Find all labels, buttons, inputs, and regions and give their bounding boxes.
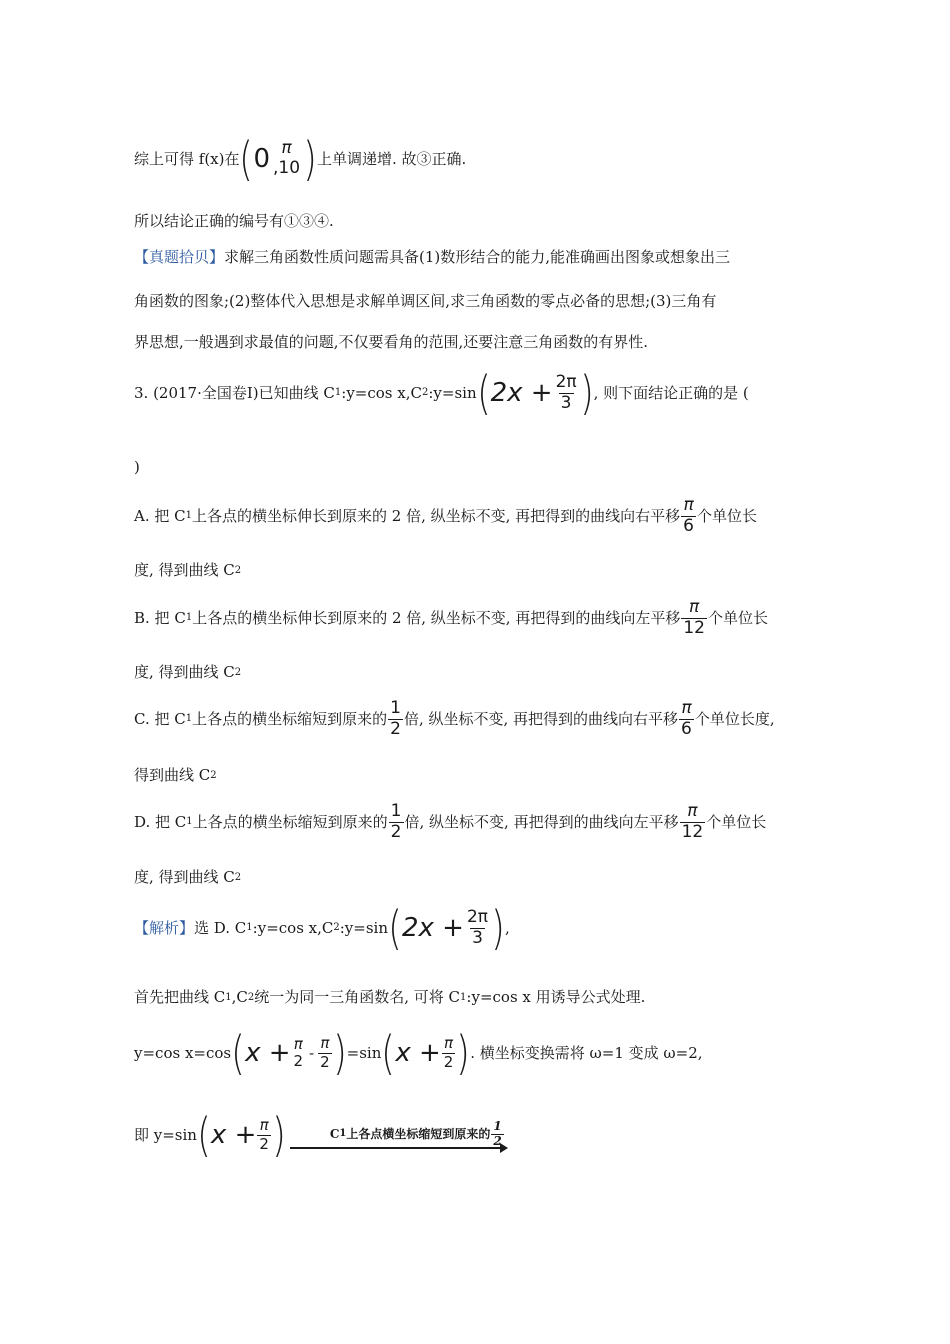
option-d-cont bbox=[134, 870, 241, 885]
text: y=cos x=cos bbox=[134, 1043, 232, 1062]
text: 度, 得到曲线 C bbox=[134, 561, 235, 579]
text: :y=sin bbox=[428, 383, 477, 402]
fraction bbox=[257, 1117, 271, 1153]
arrow-line bbox=[290, 1147, 506, 1149]
text: 个单位长 bbox=[696, 506, 757, 525]
text: 综上可得 f(x)在 bbox=[134, 149, 240, 168]
text: 个单位长度, bbox=[694, 709, 775, 728]
subscript: 2 bbox=[210, 769, 217, 781]
denominator: 2 bbox=[493, 1133, 502, 1148]
text: 上各点横坐标缩短到原来的 bbox=[346, 1127, 491, 1141]
left-paren: ( bbox=[231, 1026, 245, 1080]
denominator: 6 bbox=[683, 515, 694, 536]
denominator: 3 bbox=[472, 927, 483, 948]
question-3-stem-end bbox=[134, 460, 140, 475]
text: 个单位长 bbox=[707, 608, 768, 627]
expression: x + bbox=[395, 1038, 441, 1068]
text: 倍, 纵坐标不变, 再把得到的曲线向右平移 bbox=[403, 709, 679, 728]
numerator: 1 bbox=[493, 1118, 502, 1133]
numerator: π bbox=[687, 801, 698, 821]
tip-line-2 bbox=[134, 294, 716, 309]
text: 求解三角函数性质问题需具备(1)数形结合的能力,能准确画出图象或想象出三 bbox=[224, 248, 731, 266]
subscript: 1 bbox=[225, 991, 232, 1003]
subscript: 2 bbox=[234, 666, 242, 678]
text: 度, 得到曲线 C bbox=[134, 868, 235, 886]
solution-line-3 bbox=[134, 1026, 703, 1080]
subscript: 1 bbox=[246, 922, 253, 933]
text: , bbox=[504, 918, 510, 937]
fraction bbox=[465, 908, 490, 948]
option-c bbox=[134, 699, 775, 739]
numerator: π bbox=[681, 698, 692, 718]
text: 角函数的图象;(2)整体代入思想是求解单调区间,求三角函数的零点必备的思想;(3)三角有 bbox=[134, 292, 717, 310]
numerator: π bbox=[683, 495, 694, 515]
numerator: 2π bbox=[555, 371, 577, 392]
fraction bbox=[554, 373, 579, 413]
solution-tag: 【解析】 bbox=[134, 918, 195, 937]
text: :y=cos x 用诱导公式处理. bbox=[466, 988, 646, 1006]
minus-sign: - bbox=[309, 1043, 315, 1062]
fraction bbox=[681, 598, 707, 638]
numerator: π bbox=[444, 1034, 454, 1053]
text: 度, 得到曲线 C bbox=[134, 663, 235, 681]
numerator: π bbox=[320, 1034, 330, 1053]
text: :y=cos x,C bbox=[341, 383, 422, 402]
answer-line bbox=[134, 214, 334, 229]
denominator: 12 bbox=[681, 821, 704, 842]
fraction bbox=[292, 1036, 306, 1071]
text: 所以结论正确的编号有①③④. bbox=[134, 212, 334, 230]
left-paren: ( bbox=[197, 1108, 211, 1162]
text: 即 y=sin bbox=[134, 1125, 197, 1144]
numerator: 1 bbox=[390, 801, 402, 821]
transform-arrow bbox=[290, 1118, 506, 1149]
numerator: π bbox=[689, 597, 700, 617]
subscript: 2 bbox=[247, 991, 255, 1003]
conclusion-line bbox=[134, 132, 467, 186]
denominator: 2 bbox=[443, 1052, 454, 1071]
question-3-stem bbox=[134, 366, 749, 420]
option-d bbox=[134, 802, 766, 842]
numerator: π bbox=[293, 1034, 303, 1053]
right-paren: ) bbox=[272, 1108, 286, 1162]
text: =sin bbox=[346, 1043, 382, 1062]
option-a bbox=[134, 496, 757, 536]
denominator: 2 bbox=[259, 1134, 269, 1153]
left-paren: ( bbox=[388, 901, 402, 955]
subscript: 1 bbox=[334, 387, 342, 398]
denominator: 2 bbox=[293, 1052, 304, 1070]
text: . 横坐标变换需将 ω=1 变成 ω=2, bbox=[470, 1043, 703, 1062]
text: 上各点的横坐标缩短到原来的 bbox=[192, 812, 388, 831]
right-paren: ) bbox=[332, 1026, 347, 1080]
fraction bbox=[318, 1035, 332, 1071]
denominator: 3 bbox=[560, 392, 572, 413]
subscript: 2 bbox=[421, 387, 429, 398]
denominator: 2 bbox=[390, 821, 402, 842]
text: 倍, 纵坐标不变, 再把得到的曲线向左平移 bbox=[404, 812, 679, 831]
denominator: 12 bbox=[683, 617, 705, 638]
right-paren: ) bbox=[303, 132, 317, 186]
text: ,C bbox=[231, 988, 248, 1006]
subscript: 1 bbox=[185, 510, 192, 522]
tip-line-1 bbox=[134, 250, 730, 265]
denominator: ,10 bbox=[272, 158, 301, 178]
numerator: π bbox=[281, 138, 292, 159]
expression: 2x + bbox=[490, 378, 553, 408]
fraction bbox=[442, 1035, 456, 1071]
text: ) bbox=[134, 458, 140, 476]
text: 上单调递增. 故③正确. bbox=[316, 149, 467, 168]
expression: 2x + bbox=[401, 913, 464, 943]
tip-line-3 bbox=[134, 335, 648, 350]
fraction bbox=[680, 802, 706, 842]
denominator: 2 bbox=[390, 718, 401, 739]
subscript: 2 bbox=[234, 871, 242, 883]
solution-line-4 bbox=[134, 1108, 506, 1162]
text: :y=sin bbox=[339, 918, 389, 937]
numerator: 1 bbox=[390, 698, 401, 718]
option-c-cont bbox=[134, 768, 217, 783]
text: 上各点的横坐标缩短到原来的 bbox=[192, 709, 388, 728]
text: , 则下面结论正确的是 ( bbox=[593, 383, 749, 402]
expression: x + bbox=[210, 1120, 257, 1150]
subscript: 2 bbox=[333, 922, 340, 933]
text: 界思想,一般遇到求最值的问题,不仅要看角的范围,还要注意三角函数的有界性. bbox=[134, 333, 649, 351]
option-b-cont bbox=[134, 665, 241, 680]
text: 上各点的横坐标伸长到原来的 2 倍, 纵坐标不变, 再把得到的曲线向左平移 bbox=[192, 608, 681, 627]
interval-start: 0 bbox=[253, 144, 270, 174]
solution-line-2 bbox=[134, 990, 645, 1005]
subscript: 1 bbox=[185, 612, 193, 624]
tip-tag: 【真题拾贝】 bbox=[134, 248, 225, 266]
text: 统一为同一三角函数名, 可将 C bbox=[254, 988, 461, 1006]
fraction bbox=[681, 496, 696, 536]
option-b bbox=[134, 598, 768, 638]
subscript: 2 bbox=[234, 564, 242, 576]
left-paren: ( bbox=[476, 366, 491, 420]
left-paren: ( bbox=[381, 1026, 396, 1080]
subscript: 1 bbox=[185, 713, 193, 725]
text: 3. (2017·全国卷Ⅰ)已知曲线 C bbox=[134, 383, 335, 402]
expression: x + bbox=[245, 1038, 291, 1068]
right-paren: ) bbox=[579, 366, 594, 420]
numerator: 2π bbox=[466, 906, 489, 927]
solution-line-1 bbox=[134, 901, 510, 955]
text: 首先把曲线 C bbox=[134, 988, 226, 1006]
denominator: 2 bbox=[320, 1052, 330, 1071]
text: 选 D. C bbox=[194, 918, 247, 937]
text: 个单位长 bbox=[706, 812, 767, 831]
text: :y=cos x,C bbox=[252, 918, 334, 937]
right-paren: ) bbox=[456, 1026, 471, 1080]
subscript: 1 bbox=[460, 991, 467, 1003]
text: B. 把 C bbox=[134, 608, 186, 627]
subscript: 1 bbox=[186, 816, 193, 828]
right-paren: ) bbox=[491, 901, 505, 955]
text: 上各点的横坐标伸长到原来的 2 倍, 纵坐标不变, 再把得到的曲线向右平移 bbox=[192, 506, 681, 525]
text: D. 把 C bbox=[134, 812, 187, 831]
fraction bbox=[388, 699, 403, 739]
option-a-cont bbox=[134, 563, 241, 578]
text: C. 把 C bbox=[134, 709, 186, 728]
text: 得到曲线 C bbox=[134, 766, 211, 784]
text: A. 把 C bbox=[134, 506, 186, 525]
numerator: π bbox=[259, 1116, 269, 1135]
text: C bbox=[329, 1127, 340, 1141]
arrow-label bbox=[290, 1118, 506, 1148]
fraction bbox=[389, 802, 404, 842]
left-paren: ( bbox=[239, 132, 254, 186]
fraction bbox=[679, 699, 694, 739]
denominator: 6 bbox=[681, 718, 692, 739]
fraction bbox=[271, 139, 302, 178]
subscript: 1 bbox=[339, 1128, 347, 1139]
